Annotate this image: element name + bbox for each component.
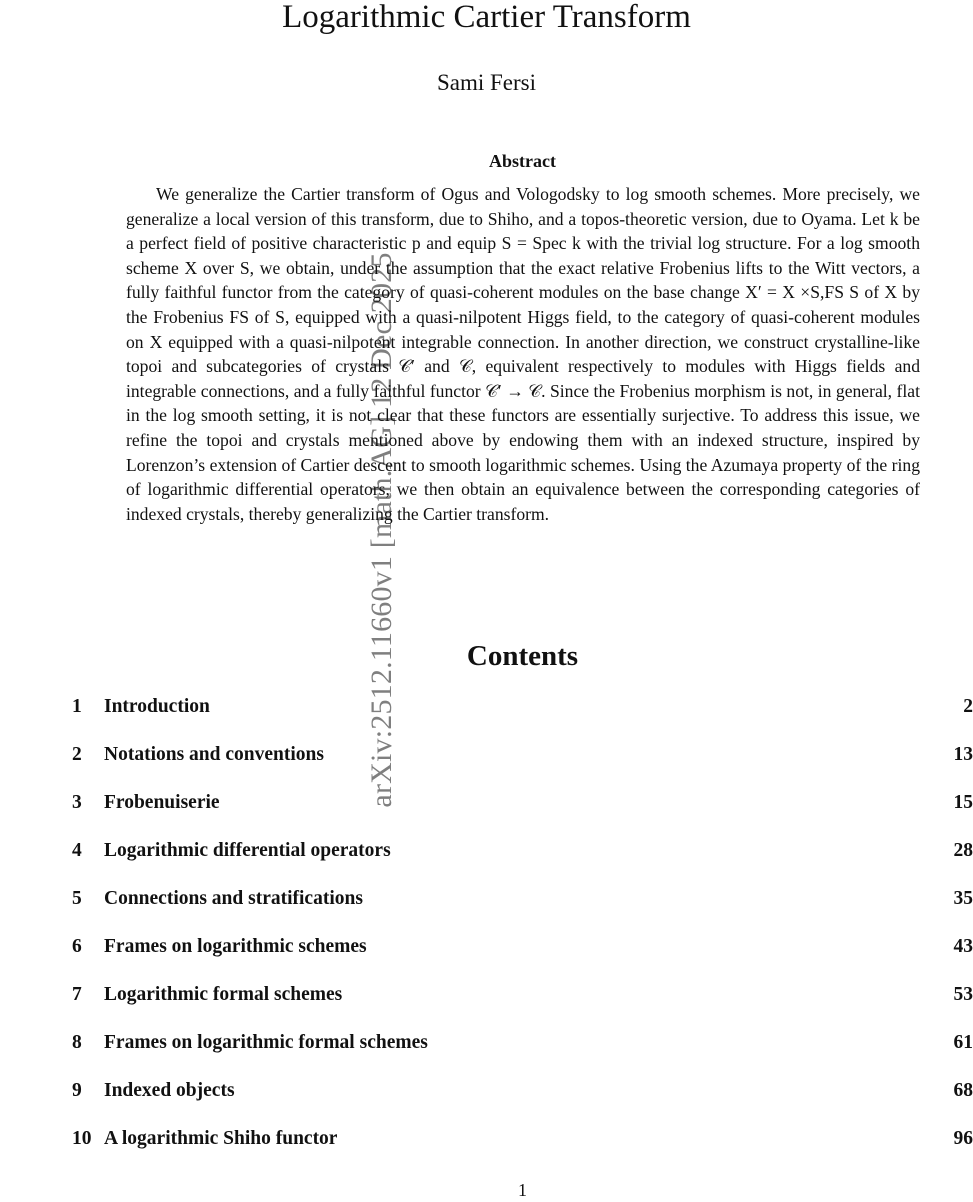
toc-entry[interactable] bbox=[72, 932, 973, 980]
toc-entry-page[interactable]: 43 bbox=[954, 932, 973, 962]
toc-entry-page[interactable]: 2 bbox=[963, 692, 973, 722]
toc-entry-page[interactable]: 61 bbox=[954, 1028, 973, 1058]
toc-entry[interactable] bbox=[72, 980, 973, 1028]
toc-entry-title[interactable]: Connections and stratifications bbox=[104, 884, 363, 914]
contents-heading: Contents bbox=[0, 636, 973, 676]
table-of-contents bbox=[72, 692, 973, 1172]
author-name: Sami Fersi bbox=[0, 68, 973, 98]
toc-entry-number: 1 bbox=[72, 692, 82, 722]
paper-title: Logarithmic Cartier Transform bbox=[0, 0, 973, 42]
toc-entry[interactable] bbox=[72, 884, 973, 932]
abstract-heading: Abstract bbox=[0, 150, 973, 172]
toc-entry-page[interactable]: 68 bbox=[954, 1076, 973, 1106]
toc-entry-page[interactable]: 28 bbox=[954, 836, 973, 866]
arxiv-identifier-stamp: arXiv:2512.11660v1 [math.AG] 12 Dec 2025 bbox=[364, 180, 400, 880]
toc-entry-title[interactable]: Indexed objects bbox=[104, 1076, 235, 1106]
toc-entry-number: 5 bbox=[72, 884, 82, 914]
toc-entry[interactable] bbox=[72, 692, 973, 740]
toc-entry-number: 4 bbox=[72, 836, 82, 866]
toc-entry[interactable] bbox=[72, 1076, 973, 1124]
toc-entry-page[interactable]: 15 bbox=[954, 788, 973, 818]
toc-entry-number: 8 bbox=[72, 1028, 82, 1058]
toc-entry[interactable] bbox=[72, 836, 973, 884]
toc-entry-page[interactable]: 13 bbox=[954, 740, 973, 770]
toc-entry-title[interactable]: Frames on logarithmic formal schemes bbox=[104, 1028, 428, 1058]
toc-entry-title[interactable]: A logarithmic Shiho functor bbox=[104, 1124, 337, 1154]
toc-entry[interactable] bbox=[72, 1028, 973, 1076]
toc-entry[interactable] bbox=[72, 1124, 973, 1172]
toc-entry-title[interactable]: Introduction bbox=[104, 692, 210, 722]
toc-entry-number: 2 bbox=[72, 740, 82, 770]
toc-entry[interactable] bbox=[72, 788, 973, 836]
toc-entry-number: 6 bbox=[72, 932, 82, 962]
page-number: 1 bbox=[0, 1178, 973, 1202]
toc-entry-number: 3 bbox=[72, 788, 82, 818]
toc-entry-title[interactable]: Frobenuiserie bbox=[104, 788, 220, 818]
toc-entry-title[interactable]: Notations and conventions bbox=[104, 740, 324, 770]
toc-entry-title[interactable]: Logarithmic formal schemes bbox=[104, 980, 342, 1010]
toc-entry[interactable] bbox=[72, 740, 973, 788]
toc-entry-page[interactable]: 35 bbox=[954, 884, 973, 914]
toc-entry-number: 7 bbox=[72, 980, 82, 1010]
toc-entry-number: 10 bbox=[72, 1124, 92, 1154]
toc-entry-title[interactable]: Frames on logarithmic schemes bbox=[104, 932, 367, 962]
toc-entry-number: 9 bbox=[72, 1076, 82, 1106]
toc-entry-page[interactable]: 96 bbox=[954, 1124, 973, 1154]
toc-entry-page[interactable]: 53 bbox=[954, 980, 973, 1010]
abstract-text: We generalize the Cartier transform of Ogus and Vologodsky to log smooth schemes. More precisely, we generalize a local version of this transform, due to Shiho, and a topos-theoretic version, due to Oyama. Let k be a perfect field of positive characteristic p and equip S = Spec k with the trivial log structure. For a log smooth scheme X over S, we obtain, under the assumption that the exact relative Frobenius lifts to the Witt vectors, a fully faithful functor from the category of quasi-coherent modules on the base change X′ = X ×S,FS S of X by the Frobenius FS of S, equipped with a quasi-nilpotent Higgs field, to the category of quasi-coherent modules on X equipped with a quasi-nilpotent integrable connection. In another direction, we construct crystalline-like topoi and subcategories of crystals 𝒞′ and 𝒞, equivalent respectively to modules with Higgs fields and integrable connections, and a fully faithful functor 𝒞′ → 𝒞. Since the Frobenius morphism is not, in general, flat in the log smooth setting, it is not clear that these functors are essentially surjective. To address this issue, we refine the topoi and crystals mentioned above by endowing them with an indexed structure, inspired by Lorenzon’s extension of Cartier descent to smooth logarithmic schemes. Using the Azumaya property of the ring of logarithmic differential operators, we then obtain an equivalence between the corresponding categories of indexed crystals, thereby generalizing the Cartier transform. bbox=[126, 182, 920, 526]
toc-entry-title[interactable]: Logarithmic differential operators bbox=[104, 836, 391, 866]
